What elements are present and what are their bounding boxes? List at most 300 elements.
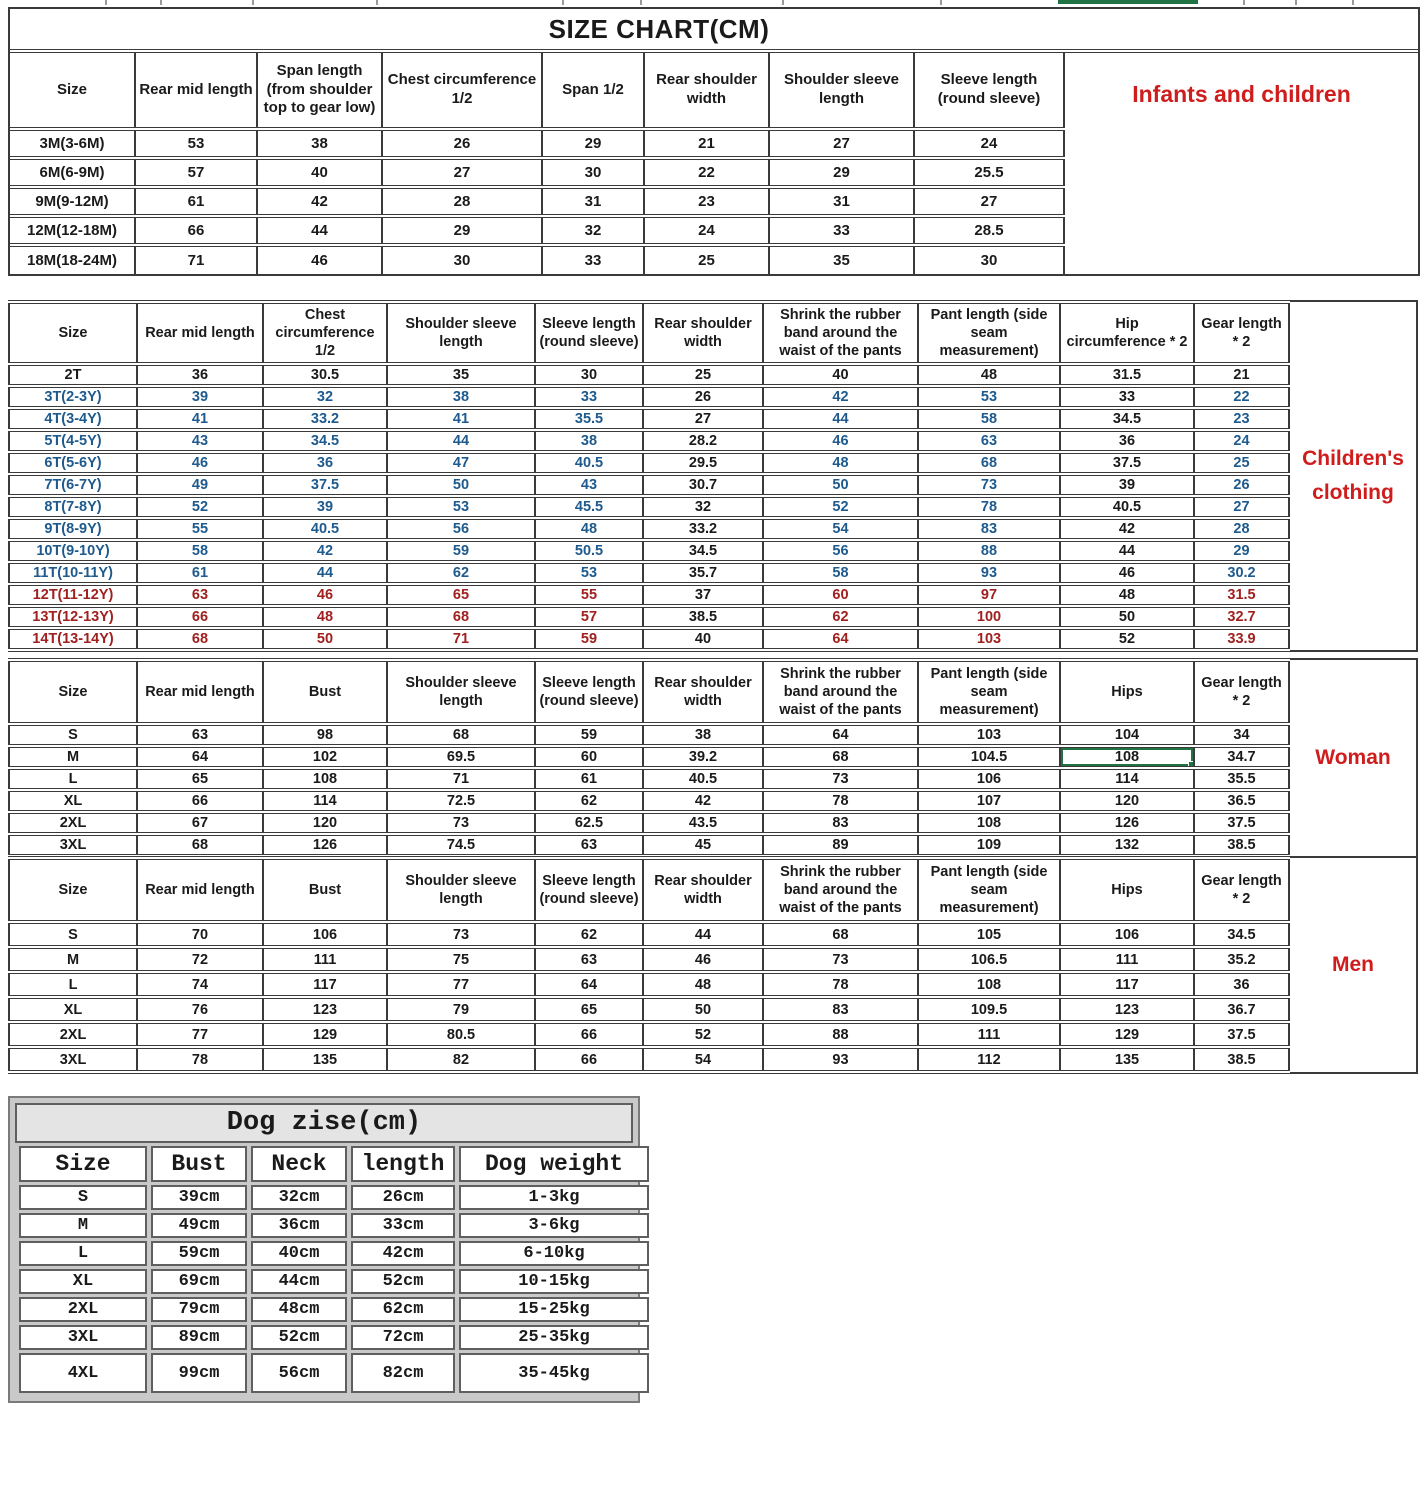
value-cell: 64 (763, 724, 918, 746)
row-size-cell: 2T (9, 364, 137, 386)
row-size-cell: 11T(10-11Y) (9, 562, 137, 584)
value-cell: 68 (387, 724, 535, 746)
column-header: Span 1/2 (542, 53, 644, 129)
row-size-cell: M (9, 746, 137, 768)
value-cell: 44 (387, 430, 535, 452)
value-cell: 46 (263, 584, 387, 606)
value-cell: 29 (769, 158, 914, 187)
value-cell: 15-25kg (459, 1297, 649, 1322)
table-row (9, 606, 1289, 628)
value-cell: 45.5 (535, 496, 643, 518)
value-cell: 76 (137, 997, 263, 1022)
value-cell: 33.9 (1194, 628, 1289, 650)
row-size-cell: L (9, 972, 137, 997)
value-cell: 34.5 (263, 430, 387, 452)
value-cell: 59cm (151, 1241, 247, 1266)
value-cell: 35.5 (1194, 768, 1289, 790)
row-size-cell: 3T(2-3Y) (9, 386, 137, 408)
column-header: Rear shoulder width (643, 858, 763, 922)
column-header: Rear mid length (135, 53, 257, 129)
value-cell: 54 (763, 518, 918, 540)
value-cell: 39.2 (643, 746, 763, 768)
value-cell: 117 (263, 972, 387, 997)
value-cell: 36 (1060, 430, 1194, 452)
row-size-cell: 8T(7-8Y) (9, 496, 137, 518)
table-row (9, 947, 1289, 972)
table-row (19, 1241, 649, 1266)
value-cell: 62 (763, 606, 918, 628)
value-cell: 56 (387, 518, 535, 540)
value-cell: 62.5 (535, 812, 643, 834)
value-cell: 79 (387, 997, 535, 1022)
value-cell: 43 (137, 430, 263, 452)
value-cell: 30 (914, 245, 1064, 274)
table-row (9, 518, 1289, 540)
value-cell: 35.2 (1194, 947, 1289, 972)
value-cell: 66 (535, 1047, 643, 1072)
value-cell: 54 (643, 1047, 763, 1072)
column-header: Size (10, 53, 135, 129)
value-cell: 21 (1194, 364, 1289, 386)
value-cell: 32 (542, 216, 644, 245)
value-cell: 77 (137, 1022, 263, 1047)
value-cell: 111 (918, 1022, 1060, 1047)
value-cell: 72.5 (387, 790, 535, 812)
column-header: Shoulder sleeve length (769, 53, 914, 129)
value-cell: 82cm (351, 1353, 455, 1393)
column-header: Size (9, 858, 137, 922)
table-row (19, 1353, 649, 1393)
value-cell: 38.5 (1194, 1047, 1289, 1072)
value-cell: 73 (387, 922, 535, 947)
row-size-cell: 2XL (9, 812, 137, 834)
column-header: Rear mid length (137, 302, 263, 364)
value-cell: 34 (1194, 724, 1289, 746)
value-cell: 93 (763, 1047, 918, 1072)
value-cell: 25-35kg (459, 1325, 649, 1350)
value-cell: 46 (257, 245, 382, 274)
woman-label: Woman (1290, 658, 1418, 858)
row-size-cell: S (9, 724, 137, 746)
table-row (9, 768, 1289, 790)
value-cell: 89 (763, 834, 918, 856)
value-cell: 58 (918, 408, 1060, 430)
table-row (19, 1185, 649, 1210)
row-size-cell: 10T(9-10Y) (9, 540, 137, 562)
table-row (9, 452, 1289, 474)
table-row (9, 997, 1289, 1022)
value-cell: 52 (763, 496, 918, 518)
column-header: Size (9, 660, 137, 724)
value-cell: 78 (763, 972, 918, 997)
value-cell: 24 (644, 216, 769, 245)
column-header: Shrink the rubber band around the waist of the pants (763, 660, 918, 724)
value-cell: 46 (643, 947, 763, 972)
value-cell: 31.5 (1194, 584, 1289, 606)
table-row (10, 187, 1064, 216)
dog-section (8, 1096, 640, 1403)
value-cell: 25.5 (914, 158, 1064, 187)
value-cell: 52 (1060, 628, 1194, 650)
value-cell: 34.5 (1194, 922, 1289, 947)
header-row (19, 1146, 649, 1182)
value-cell: 40.5 (643, 768, 763, 790)
value-cell: 83 (763, 997, 918, 1022)
value-cell: 40.5 (263, 518, 387, 540)
value-cell: 97 (918, 584, 1060, 606)
value-cell: 74.5 (387, 834, 535, 856)
value-cell: 22 (644, 158, 769, 187)
value-cell: 37.5 (1194, 1022, 1289, 1047)
value-cell: 71 (387, 628, 535, 650)
column-header: Size (19, 1146, 147, 1182)
value-cell: 111 (263, 947, 387, 972)
value-cell: 1-3kg (459, 1185, 649, 1210)
value-cell: 123 (1060, 997, 1194, 1022)
value-cell: 98 (263, 724, 387, 746)
value-cell: 30.2 (1194, 562, 1289, 584)
column-header: Chest circumference 1/2 (263, 302, 387, 364)
value-cell: 30 (535, 364, 643, 386)
row-size-cell: M (9, 947, 137, 972)
table-row (10, 129, 1064, 158)
value-cell: 103 (918, 628, 1060, 650)
value-cell: 32.7 (1194, 606, 1289, 628)
value-cell: 33.2 (643, 518, 763, 540)
row-size-cell: S (19, 1185, 147, 1210)
value-cell: 46 (137, 452, 263, 474)
value-cell: 27 (1194, 496, 1289, 518)
value-cell: 43 (535, 474, 643, 496)
value-cell: 106 (263, 922, 387, 947)
value-cell: 50 (387, 474, 535, 496)
value-cell: 34.5 (643, 540, 763, 562)
column-header: Shrink the rubber band around the waist of the pants (763, 302, 918, 364)
value-cell: 50 (763, 474, 918, 496)
value-cell: 45 (643, 834, 763, 856)
value-cell: 109.5 (918, 997, 1060, 1022)
column-header: Sleeve length (round sleeve) (535, 660, 643, 724)
value-cell: 26 (1194, 474, 1289, 496)
value-cell: 52cm (251, 1325, 347, 1350)
value-cell: 28.2 (643, 430, 763, 452)
value-cell: 108 (1060, 746, 1194, 768)
value-cell: 120 (263, 812, 387, 834)
column-header: Neck (251, 1146, 347, 1182)
table-row (9, 562, 1289, 584)
column-header: Chest circumference 1/2 (382, 53, 542, 129)
value-cell: 33cm (351, 1213, 455, 1238)
column-header: Shoulder sleeve length (387, 660, 535, 724)
row-size-cell: XL (19, 1269, 147, 1294)
row-size-cell: 7T(6-7Y) (9, 474, 137, 496)
column-header: Pant length (side seam measurement) (918, 660, 1060, 724)
value-cell: 26 (382, 129, 542, 158)
row-size-cell: 13T(12-13Y) (9, 606, 137, 628)
value-cell: 129 (263, 1022, 387, 1047)
value-cell: 35.7 (643, 562, 763, 584)
value-cell: 70 (137, 922, 263, 947)
value-cell: 26cm (351, 1185, 455, 1210)
value-cell: 38.5 (1194, 834, 1289, 856)
value-cell: 39 (263, 496, 387, 518)
value-cell: 44 (643, 922, 763, 947)
value-cell: 102 (263, 746, 387, 768)
column-header: Bust (263, 858, 387, 922)
value-cell: 3-6kg (459, 1213, 649, 1238)
value-cell: 43.5 (643, 812, 763, 834)
row-size-cell: 12M(12-18M) (10, 216, 135, 245)
table-row (9, 430, 1289, 452)
table-row (9, 834, 1289, 856)
column-header: Rear mid length (137, 660, 263, 724)
value-cell: 57 (135, 158, 257, 187)
row-size-cell: 4T(3-4Y) (9, 408, 137, 430)
value-cell: 71 (135, 245, 257, 274)
column-header: Sleeve length (round sleeve) (535, 858, 643, 922)
value-cell: 103 (918, 724, 1060, 746)
value-cell: 62 (535, 790, 643, 812)
value-cell: 75 (387, 947, 535, 972)
value-cell: 50 (263, 628, 387, 650)
value-cell: 44 (263, 562, 387, 584)
value-cell: 29 (1194, 540, 1289, 562)
value-cell: 59 (387, 540, 535, 562)
value-cell: 27 (914, 187, 1064, 216)
value-cell: 60 (763, 584, 918, 606)
column-header: Shoulder sleeve length (387, 858, 535, 922)
value-cell: 72cm (351, 1325, 455, 1350)
column-header: Rear mid length (137, 858, 263, 922)
column-header: Dog weight (459, 1146, 649, 1182)
value-cell: 100 (918, 606, 1060, 628)
value-cell: 37.5 (1194, 812, 1289, 834)
value-cell: 58 (763, 562, 918, 584)
table-row (9, 1022, 1289, 1047)
value-cell: 40 (643, 628, 763, 650)
value-cell: 53 (135, 129, 257, 158)
woman-section (8, 658, 1420, 858)
value-cell: 42 (763, 386, 918, 408)
value-cell: 83 (918, 518, 1060, 540)
value-cell: 42 (257, 187, 382, 216)
value-cell: 30.7 (643, 474, 763, 496)
value-cell: 37 (643, 584, 763, 606)
men-label: Men (1290, 856, 1418, 1074)
value-cell: 56cm (251, 1353, 347, 1393)
value-cell: 68 (918, 452, 1060, 474)
row-size-cell: XL (9, 790, 137, 812)
value-cell: 48 (535, 518, 643, 540)
column-header: Gear length * 2 (1194, 858, 1289, 922)
table-row (9, 364, 1289, 386)
value-cell: 27 (769, 129, 914, 158)
value-cell: 68 (137, 628, 263, 650)
value-cell: 36 (1194, 972, 1289, 997)
value-cell: 48cm (251, 1297, 347, 1322)
children-section (8, 300, 1420, 652)
value-cell: 109 (918, 834, 1060, 856)
value-cell: 38 (643, 724, 763, 746)
value-cell: 36cm (251, 1213, 347, 1238)
value-cell: 48 (1060, 584, 1194, 606)
table-row (9, 408, 1289, 430)
value-cell: 63 (535, 834, 643, 856)
value-cell: 26 (643, 386, 763, 408)
value-cell: 32 (643, 496, 763, 518)
infants-section (8, 7, 1420, 276)
value-cell: 24 (1194, 430, 1289, 452)
value-cell: 42 (1060, 518, 1194, 540)
value-cell: 28.5 (914, 216, 1064, 245)
value-cell: 32 (263, 386, 387, 408)
table-row (9, 724, 1289, 746)
value-cell: 88 (918, 540, 1060, 562)
column-header: Shrink the rubber band around the waist of the pants (763, 858, 918, 922)
row-size-cell: 9T(8-9Y) (9, 518, 137, 540)
value-cell: 50.5 (535, 540, 643, 562)
value-cell: 114 (263, 790, 387, 812)
value-cell: 25 (643, 364, 763, 386)
men-size-table (8, 856, 1290, 1074)
column-header: Hip circumference * 2 (1060, 302, 1194, 364)
value-cell: 53 (387, 496, 535, 518)
value-cell: 57 (535, 606, 643, 628)
column-header: Hips (1060, 660, 1194, 724)
value-cell: 106.5 (918, 947, 1060, 972)
value-cell: 108 (263, 768, 387, 790)
table-row (19, 1213, 649, 1238)
row-size-cell: S (9, 922, 137, 947)
value-cell: 30 (382, 245, 542, 274)
value-cell: 44 (257, 216, 382, 245)
value-cell: 30.5 (263, 364, 387, 386)
value-cell: 46 (1060, 562, 1194, 584)
value-cell: 104.5 (918, 746, 1060, 768)
value-cell: 31.5 (1060, 364, 1194, 386)
header-row (9, 302, 1289, 364)
infants-label: Infants and children (1132, 81, 1351, 107)
row-size-cell: 12T(11-12Y) (9, 584, 137, 606)
value-cell: 93 (918, 562, 1060, 584)
value-cell: 108 (918, 972, 1060, 997)
value-cell: 78 (137, 1047, 263, 1072)
value-cell: 35.5 (535, 408, 643, 430)
value-cell: 63 (137, 584, 263, 606)
value-cell: 68 (763, 746, 918, 768)
value-cell: 44 (1060, 540, 1194, 562)
column-header: Sleeve length (round sleeve) (535, 302, 643, 364)
column-header: Hips (1060, 858, 1194, 922)
value-cell: 73 (763, 947, 918, 972)
value-cell: 120 (1060, 790, 1194, 812)
value-cell: 55 (137, 518, 263, 540)
value-cell: 52cm (351, 1269, 455, 1294)
value-cell: 64 (535, 972, 643, 997)
value-cell: 112 (918, 1047, 1060, 1072)
value-cell: 60 (535, 746, 643, 768)
value-cell: 55 (535, 584, 643, 606)
value-cell: 135 (263, 1047, 387, 1072)
value-cell: 40cm (251, 1241, 347, 1266)
value-cell: 35 (769, 245, 914, 274)
row-size-cell: L (19, 1241, 147, 1266)
value-cell: 62cm (351, 1297, 455, 1322)
value-cell: 25 (644, 245, 769, 274)
table-row (9, 790, 1289, 812)
value-cell: 22 (1194, 386, 1289, 408)
value-cell: 66 (137, 606, 263, 628)
table-row (9, 496, 1289, 518)
table-row (9, 540, 1289, 562)
value-cell: 65 (387, 584, 535, 606)
value-cell: 49 (137, 474, 263, 496)
value-cell: 82 (387, 1047, 535, 1072)
table-row (9, 1047, 1289, 1072)
table-row (9, 386, 1289, 408)
value-cell: 78 (918, 496, 1060, 518)
value-cell: 41 (387, 408, 535, 430)
value-cell: 40.5 (1060, 496, 1194, 518)
table-row (19, 1325, 649, 1350)
children-label: Children's clothing (1290, 300, 1418, 652)
column-header: length (351, 1146, 455, 1182)
column-header: Span length (from shoulder top to gear low) (257, 53, 382, 129)
value-cell: 41 (137, 408, 263, 430)
value-cell: 39 (137, 386, 263, 408)
row-size-cell: L (9, 768, 137, 790)
value-cell: 44cm (251, 1269, 347, 1294)
spreadsheet-selection-edge (1058, 0, 1198, 4)
value-cell: 59 (535, 628, 643, 650)
value-cell: 39 (1060, 474, 1194, 496)
value-cell: 33 (542, 245, 644, 274)
table-row (10, 245, 1064, 274)
value-cell: 33 (535, 386, 643, 408)
value-cell: 37.5 (263, 474, 387, 496)
value-cell: 53 (535, 562, 643, 584)
value-cell: 68 (763, 922, 918, 947)
value-cell: 67 (137, 812, 263, 834)
value-cell: 21 (644, 129, 769, 158)
table-row (9, 746, 1289, 768)
value-cell: 38 (535, 430, 643, 452)
value-cell: 27 (643, 408, 763, 430)
value-cell: 111 (1060, 947, 1194, 972)
value-cell: 62 (387, 562, 535, 584)
children-size-table (8, 300, 1290, 652)
value-cell: 59 (535, 724, 643, 746)
table-row (9, 922, 1289, 947)
table-row (9, 628, 1289, 650)
value-cell: 71 (387, 768, 535, 790)
value-cell: 42cm (351, 1241, 455, 1266)
value-cell: 36.5 (1194, 790, 1289, 812)
column-header: Gear length * 2 (1194, 302, 1289, 364)
value-cell: 38 (387, 386, 535, 408)
value-cell: 65 (137, 768, 263, 790)
value-cell: 32cm (251, 1185, 347, 1210)
table-row (9, 474, 1289, 496)
row-size-cell: 2XL (19, 1297, 147, 1322)
table-row (10, 158, 1064, 187)
value-cell: 27 (382, 158, 542, 187)
value-cell: 56 (763, 540, 918, 562)
row-size-cell: XL (9, 997, 137, 1022)
value-cell: 66 (135, 216, 257, 245)
value-cell: 39cm (151, 1185, 247, 1210)
value-cell: 33 (769, 216, 914, 245)
